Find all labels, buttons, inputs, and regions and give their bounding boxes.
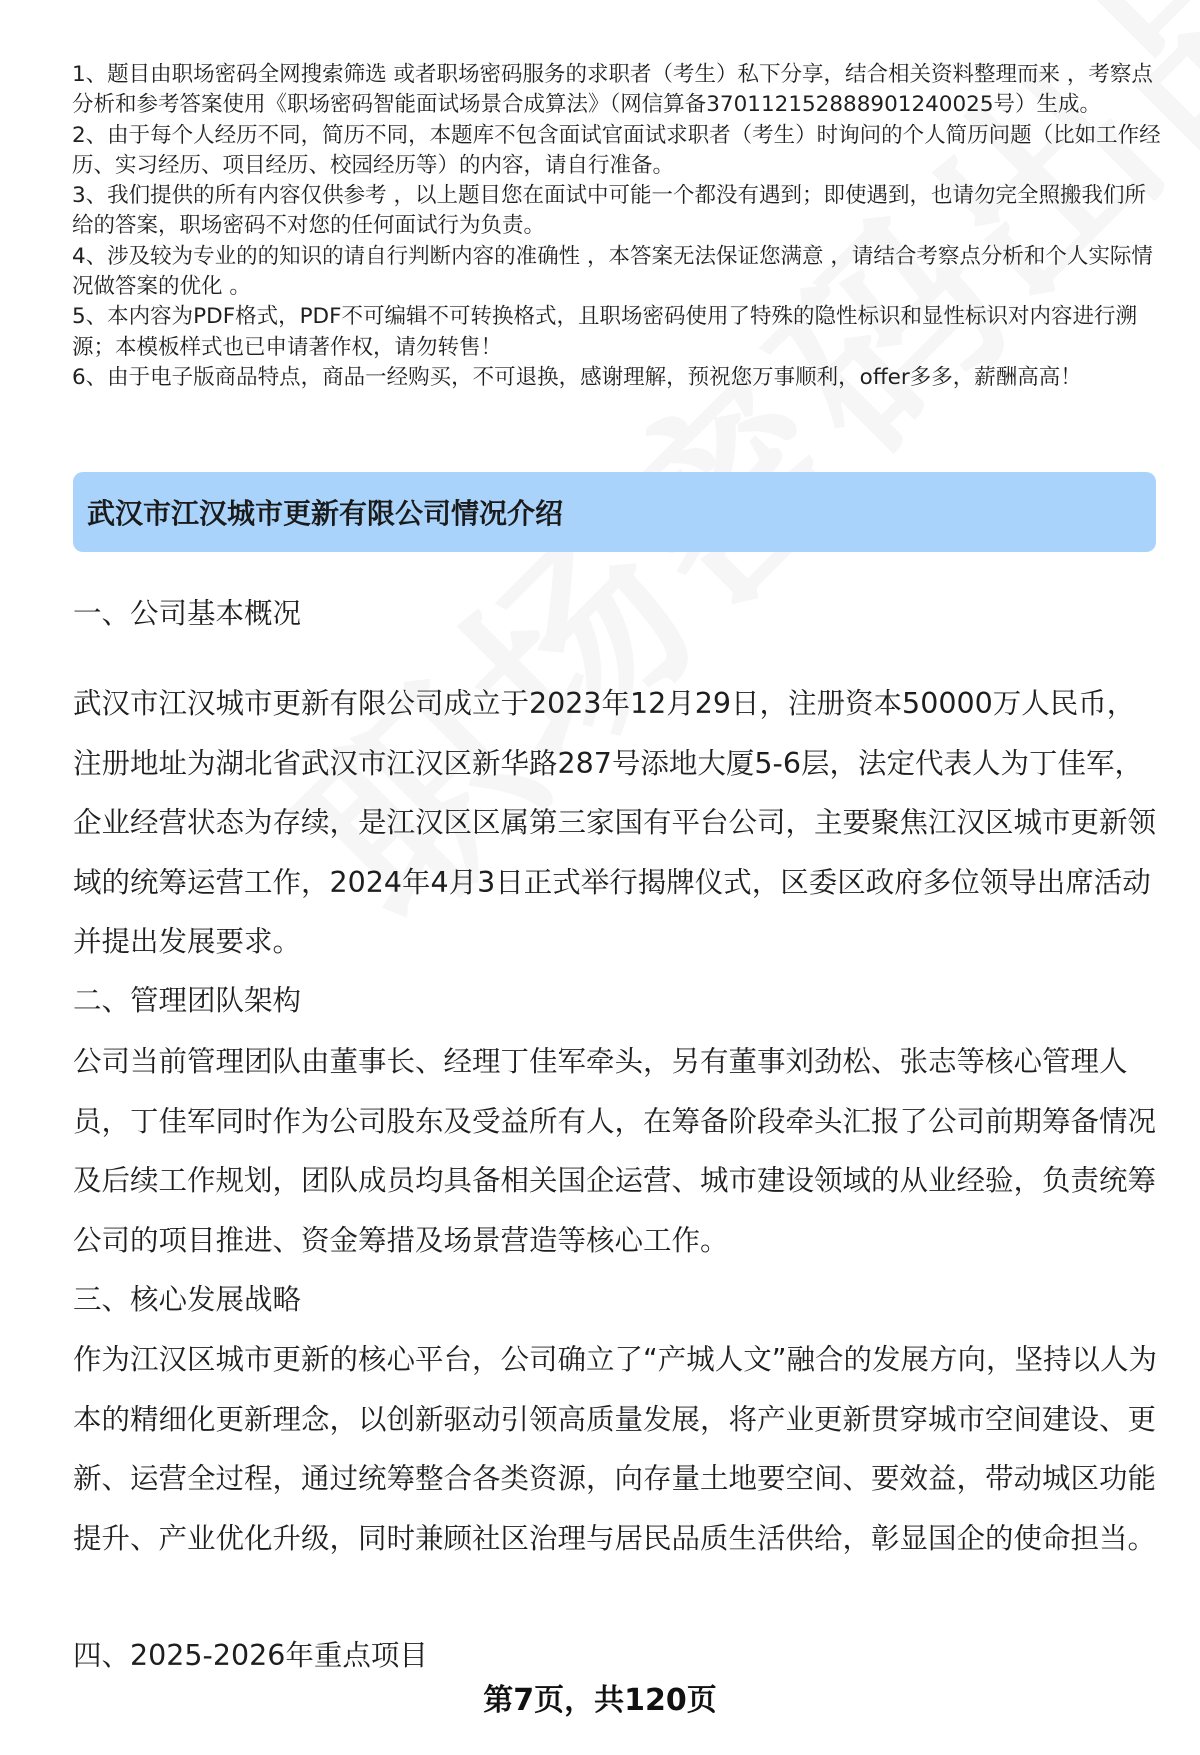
notice-item-4: 4、涉及较为专业的的知识的请自行判断内容的准确性 ，本答案无法保证您满意 ，请结合考察点分析和个人实际情况做答案的优化 。 <box>72 243 1153 300</box>
notice-item-1: 1、题目由职场密码全网搜索筛选 或者职场密码服务的求职者（考生）私下分享，结合相关资料整理而来 ，考察点分析和参考答案使用《职场密码智能面试场景合成算法》（网信算备370112152888901240025号）生成。 <box>72 62 1153 118</box>
title-banner <box>73 472 1156 552</box>
section-heading-management-team: 二、管理团队架构 <box>73 984 302 1017</box>
page-title: 武汉市江汉城市更新有限公司情况介绍 <box>87 497 564 530</box>
page-number-footer: 第7页，共120页 <box>483 1683 717 1718</box>
section-body-basic-overview: 武汉市江汉城市更新有限公司成立于2023年12月29日，注册资本50000万人民币，注册地址为湖北省武汉市江汉区新华路287号添地大厦5-6层，法定代表人为丁佳军，企业经营状态为存续，是江汉区区属第三家国有平台公司，主要聚焦江汉区城市更新领域的统筹运营工作，2024年4月3日正式举行揭牌仪式，区委区政府多位领导出席活动并提出发展要求。 <box>73 687 1157 958</box>
notice-item-6: 6、由于电子版商品特点，商品一经购买，不可退换，感谢理解，预祝您万事顺利，offer多多，薪酬高高！ <box>72 364 1082 390</box>
section-body-core-strategy: 作为江汉区城市更新的核心平台，公司确立了“产城人文”融合的发展方向，坚持以人为本的精细化更新理念，以创新驱动引领高质量发展，将产业更新贯穿城市空间建设、更新、运营全过程，通过统筹整合各类资源，向存量土地要空间、要效益，带动城区功能提升、产业优化升级，同时兼顾社区治理与居民品质生活供给，彰显国企的使命担当。 <box>73 1343 1158 1555</box>
disclaimer-notice <box>72 60 1162 393</box>
section-body-management-team: 公司当前管理团队由董事长、经理丁佳军牵头，另有董事刘劲松、张志等核心管理人员，丁佳军同时作为公司股东及受益所有人，在筹备阶段牵头汇报了公司前期筹备情况及后续工作规划，团队成员均具备相关国企运营、城市建设领域的从业经验，负责统筹公司的项目推进、资金筹措及场景营造等核心工作。 <box>73 1045 1157 1257</box>
notice-item-5: 5、本内容为PDF格式，PDF不可编辑不可转换格式，且职场密码使用了特殊的隐性标识和显性标识对内容进行溯源；本模板样式也已申请著作权，请勿转售！ <box>72 304 1137 360</box>
notice-item-2: 2、由于每个人经历不同，简历不同，本题库不包含面试官面试求职者（考生）时询问的个人简历问题（比如工作经历、实习经历、项目经历、校园经历等）的内容，请自行准备。 <box>72 122 1161 178</box>
notice-item-3: 3、我们提供的所有内容仅供参考 ，以上题目您在面试中可能一个都没有遇到；即使遇到，也请勿完全照搬我们所给的答案，职场密码不对您的任何面试行为负责。 <box>72 183 1147 239</box>
section-heading-core-strategy: 三、核心发展战略 <box>73 1283 302 1316</box>
section-heading-key-projects: 四、2025-2026年重点项目 <box>73 1639 428 1672</box>
section-heading-basic-overview: 一、公司基本概况 <box>73 597 302 630</box>
